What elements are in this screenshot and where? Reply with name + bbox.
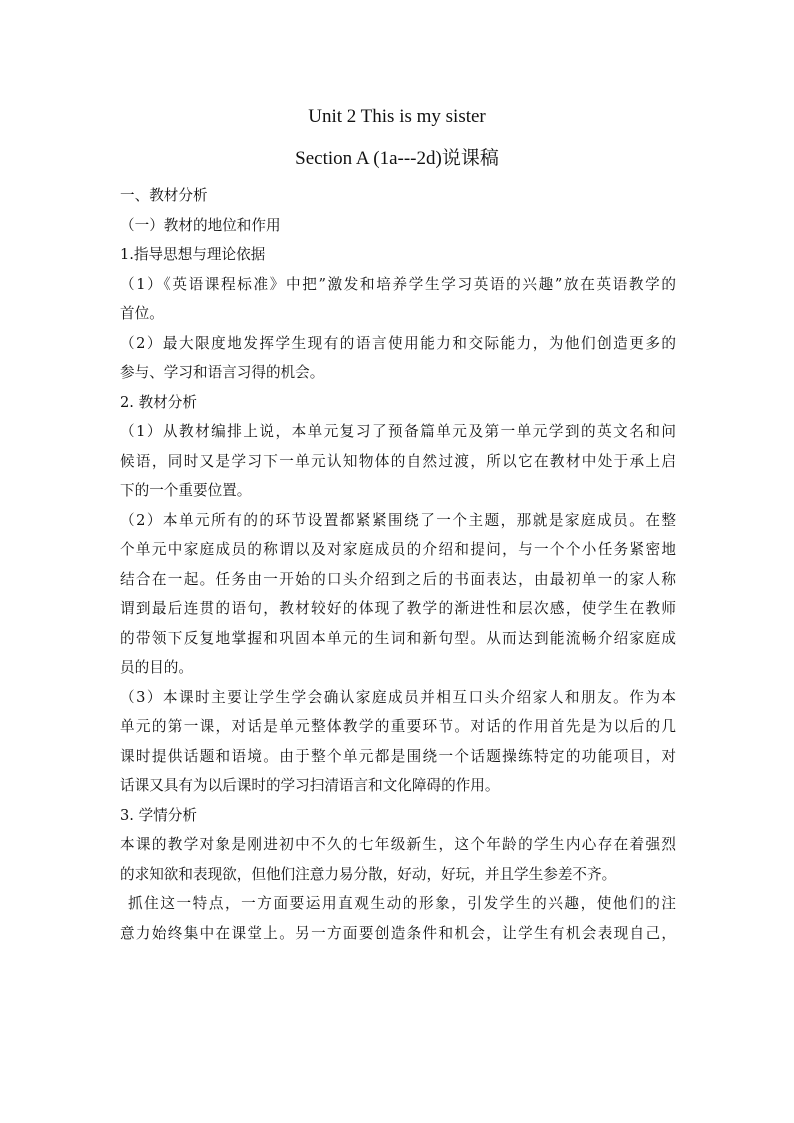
text-line: （一）教材的地位和作用 [120,216,281,234]
text-line: 的求知欲和表现欲，但他们注意力易分散，好动，好玩，并且学生参差不齐。 [120,865,617,883]
text-line: （2）本单元所有的的环节设置都紧紧围绕了一个主题，那就是家庭成员。在整 [120,511,676,529]
text-line: 首位。 [120,305,164,322]
text-line: 的带领下反复地掌握和巩固本单元的生词和新句型。从而达到能流畅介绍家庭成 [120,629,676,647]
text-line: 3. 学情分析 [120,806,197,824]
text-line: 候语，同时又是学习下一单元认知物体的自然过渡，所以它在教材中处于承上启 [120,452,676,470]
text-line: 本课的教学对象是刚进初中不久的七年级新生，这个年龄的学生内心存在着强烈 [120,836,676,853]
text-line: 结合在一起。任务由一开始的口头介绍到之后的书面表达，由最初单一的家人称 [120,570,676,588]
text-line: 课时提供话题和语境。由于整个单元都是围绕一个话题操练特定的功能项目，对 [120,747,676,765]
text-line: 参与、学习和语言习得的机会。 [120,364,325,381]
text-line: （2）最大限度地发挥学生现有的语言使用能力和交际能力，为他们创造更多的 [120,334,676,352]
text-line: （3）本课时主要让学生学会确认家庭成员并相互口头介绍家人和朋友。作为本 [120,688,676,706]
text-line: （1）从教材编排上说，本单元复习了预备篇单元及第一单元学到的英文名和问 [120,423,676,440]
text-line: 下的一个重要位置。 [120,482,252,499]
document-title: Unit 2 This is my sister [308,106,486,127]
text-line: 意力始终集中在课堂上。另一方面要创造条件和机会，让学生有机会表现自己， [120,924,676,942]
document-body [120,181,676,948]
text-line: 2. 教材分析 [120,393,197,411]
text-line: （1）《英语课程标准》中把”激发和培养学生学习英语的兴趣”放在英语教学的 [120,275,676,293]
text-line: 单元的第一课，对话是单元整体教学的重要环节。对话的作用首先是为以后的几 [120,718,676,735]
text-line: 个单元中家庭成员的称谓以及对家庭成员的介绍和提问，与一个个小任务紧密地 [120,541,676,558]
text-line: 一、教材分析 [120,187,208,204]
text-line: 话课又具有为以后课时的学习扫清语言和文化障碍的作用。 [120,777,500,794]
text-line: 员的目的。 [120,659,193,676]
document-subtitle: Section A (1a---2d)说课稿 [295,148,499,169]
text-line: 谓到最后连贯的语句，教材较好的体现了教学的渐进性和层次感，使学生在教师 [120,600,676,617]
text-line: 抓住这一特点，一方面要运用直观生动的形象，引发学生的兴趣，使他们的注 [128,895,676,912]
text-line: 1.指导思想与理论依据 [120,246,266,263]
